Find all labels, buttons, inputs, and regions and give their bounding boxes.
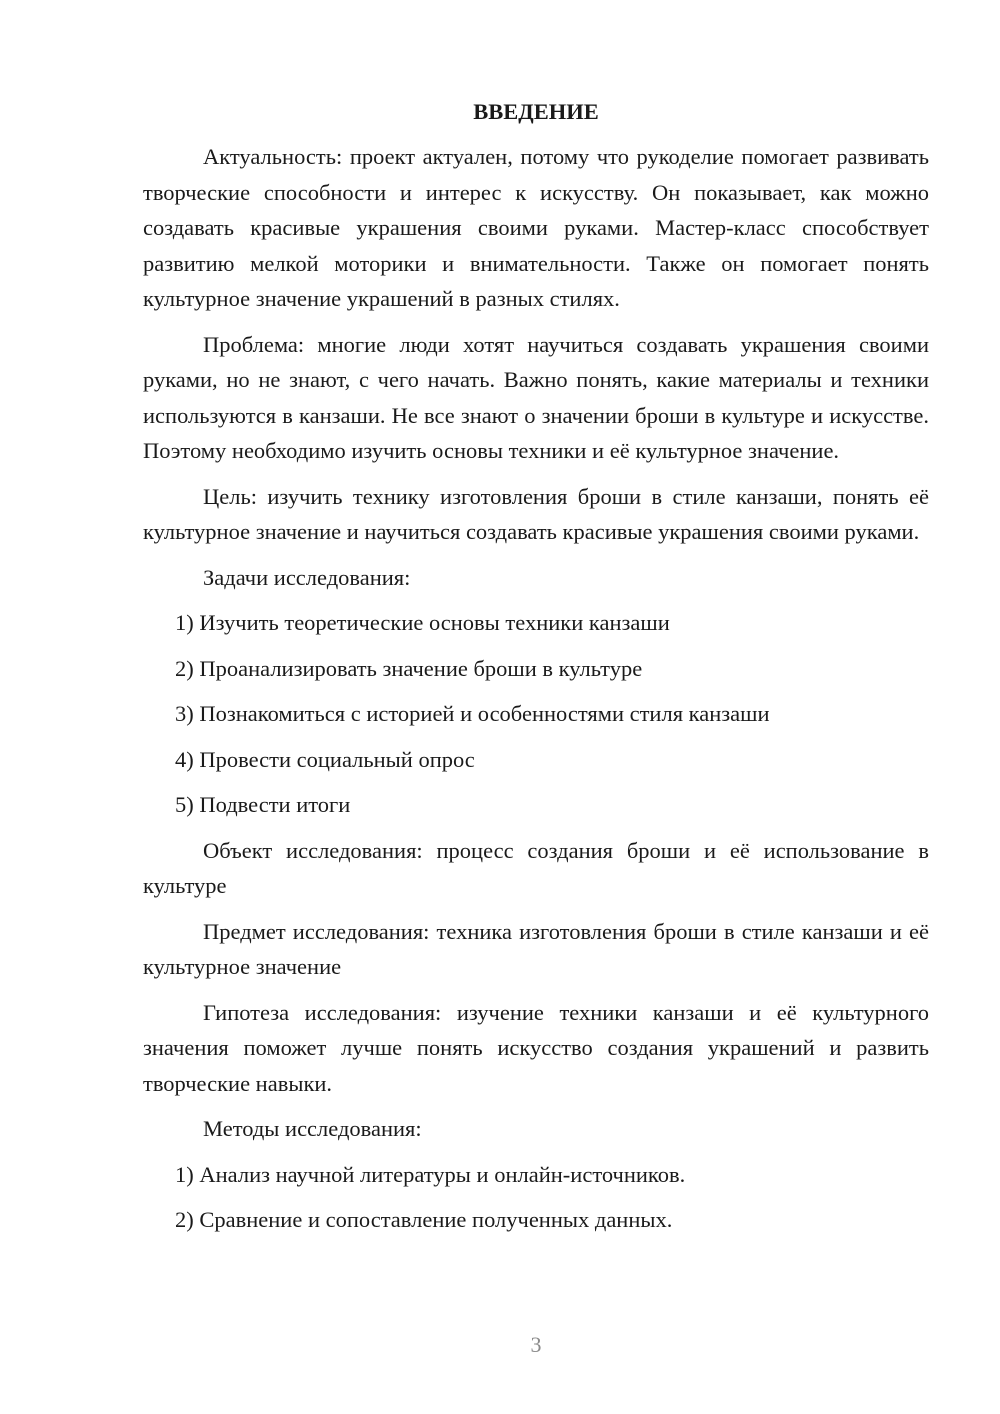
goal-paragraph: Цель: изучить технику изготовления броши в стиле канзаши, понять её культурное значение и научиться создавать красивые украшения своими руками. bbox=[143, 483, 929, 544]
task-item: 3) Познакомиться с историей и особенностями стиля канзаши bbox=[175, 701, 770, 726]
method-item: 2) Сравнение и сопоставление полученных данных. bbox=[175, 1207, 673, 1232]
task-item: 2) Проанализировать значение броши в культуре bbox=[175, 655, 643, 681]
task-item: 1) Изучить теоретические основы техники канзаши bbox=[175, 610, 670, 635]
task-item: 5) Подвести итоги bbox=[175, 792, 351, 817]
hypothesis-paragraph: Гипотеза исследования: изучение техники канзаши и её культурного значения поможет лучше понять искусство создания украшений и развить творческие навыки. bbox=[143, 999, 929, 1096]
section-title: ВВЕДЕНИЕ bbox=[473, 99, 599, 124]
method-item: 1) Анализ научной литературы и онлайн-источников. bbox=[175, 1161, 686, 1187]
problem-paragraph: Проблема: многие люди хотят научиться создавать украшения своими руками, но не знают, с чего начать. Важно понять, какие материалы и техники используются в канзаши. Не все знают о значении броши в культуре и искусстве. Поэтому необходимо изучить основы техники и её культурное значение. bbox=[143, 331, 929, 463]
page-content bbox=[143, 94, 929, 1248]
object-paragraph: Объект исследования: процесс создания броши и её использование в культуре bbox=[143, 837, 929, 898]
relevance-paragraph: Актуальность: проект актуален, потому что рукоделие помогает развивать творческие способности и интерес к искусству. Он показывает, как можно создавать красивые украшения своими руками. Мастер-класс способствует развитию мелкой моторики и внимательности. Также он помогает понять культурное значение украшений в разных стилях. bbox=[143, 144, 929, 311]
task-item: 4) Провести социальный опрос bbox=[175, 746, 475, 772]
methods-heading: Методы исследования: bbox=[203, 1116, 422, 1141]
page-number: 3 bbox=[530, 1332, 542, 1357]
tasks-heading: Задачи исследования: bbox=[203, 564, 411, 590]
subject-paragraph: Предмет исследования: техника изготовления броши в стиле канзаши и её культурное значение bbox=[143, 918, 929, 979]
